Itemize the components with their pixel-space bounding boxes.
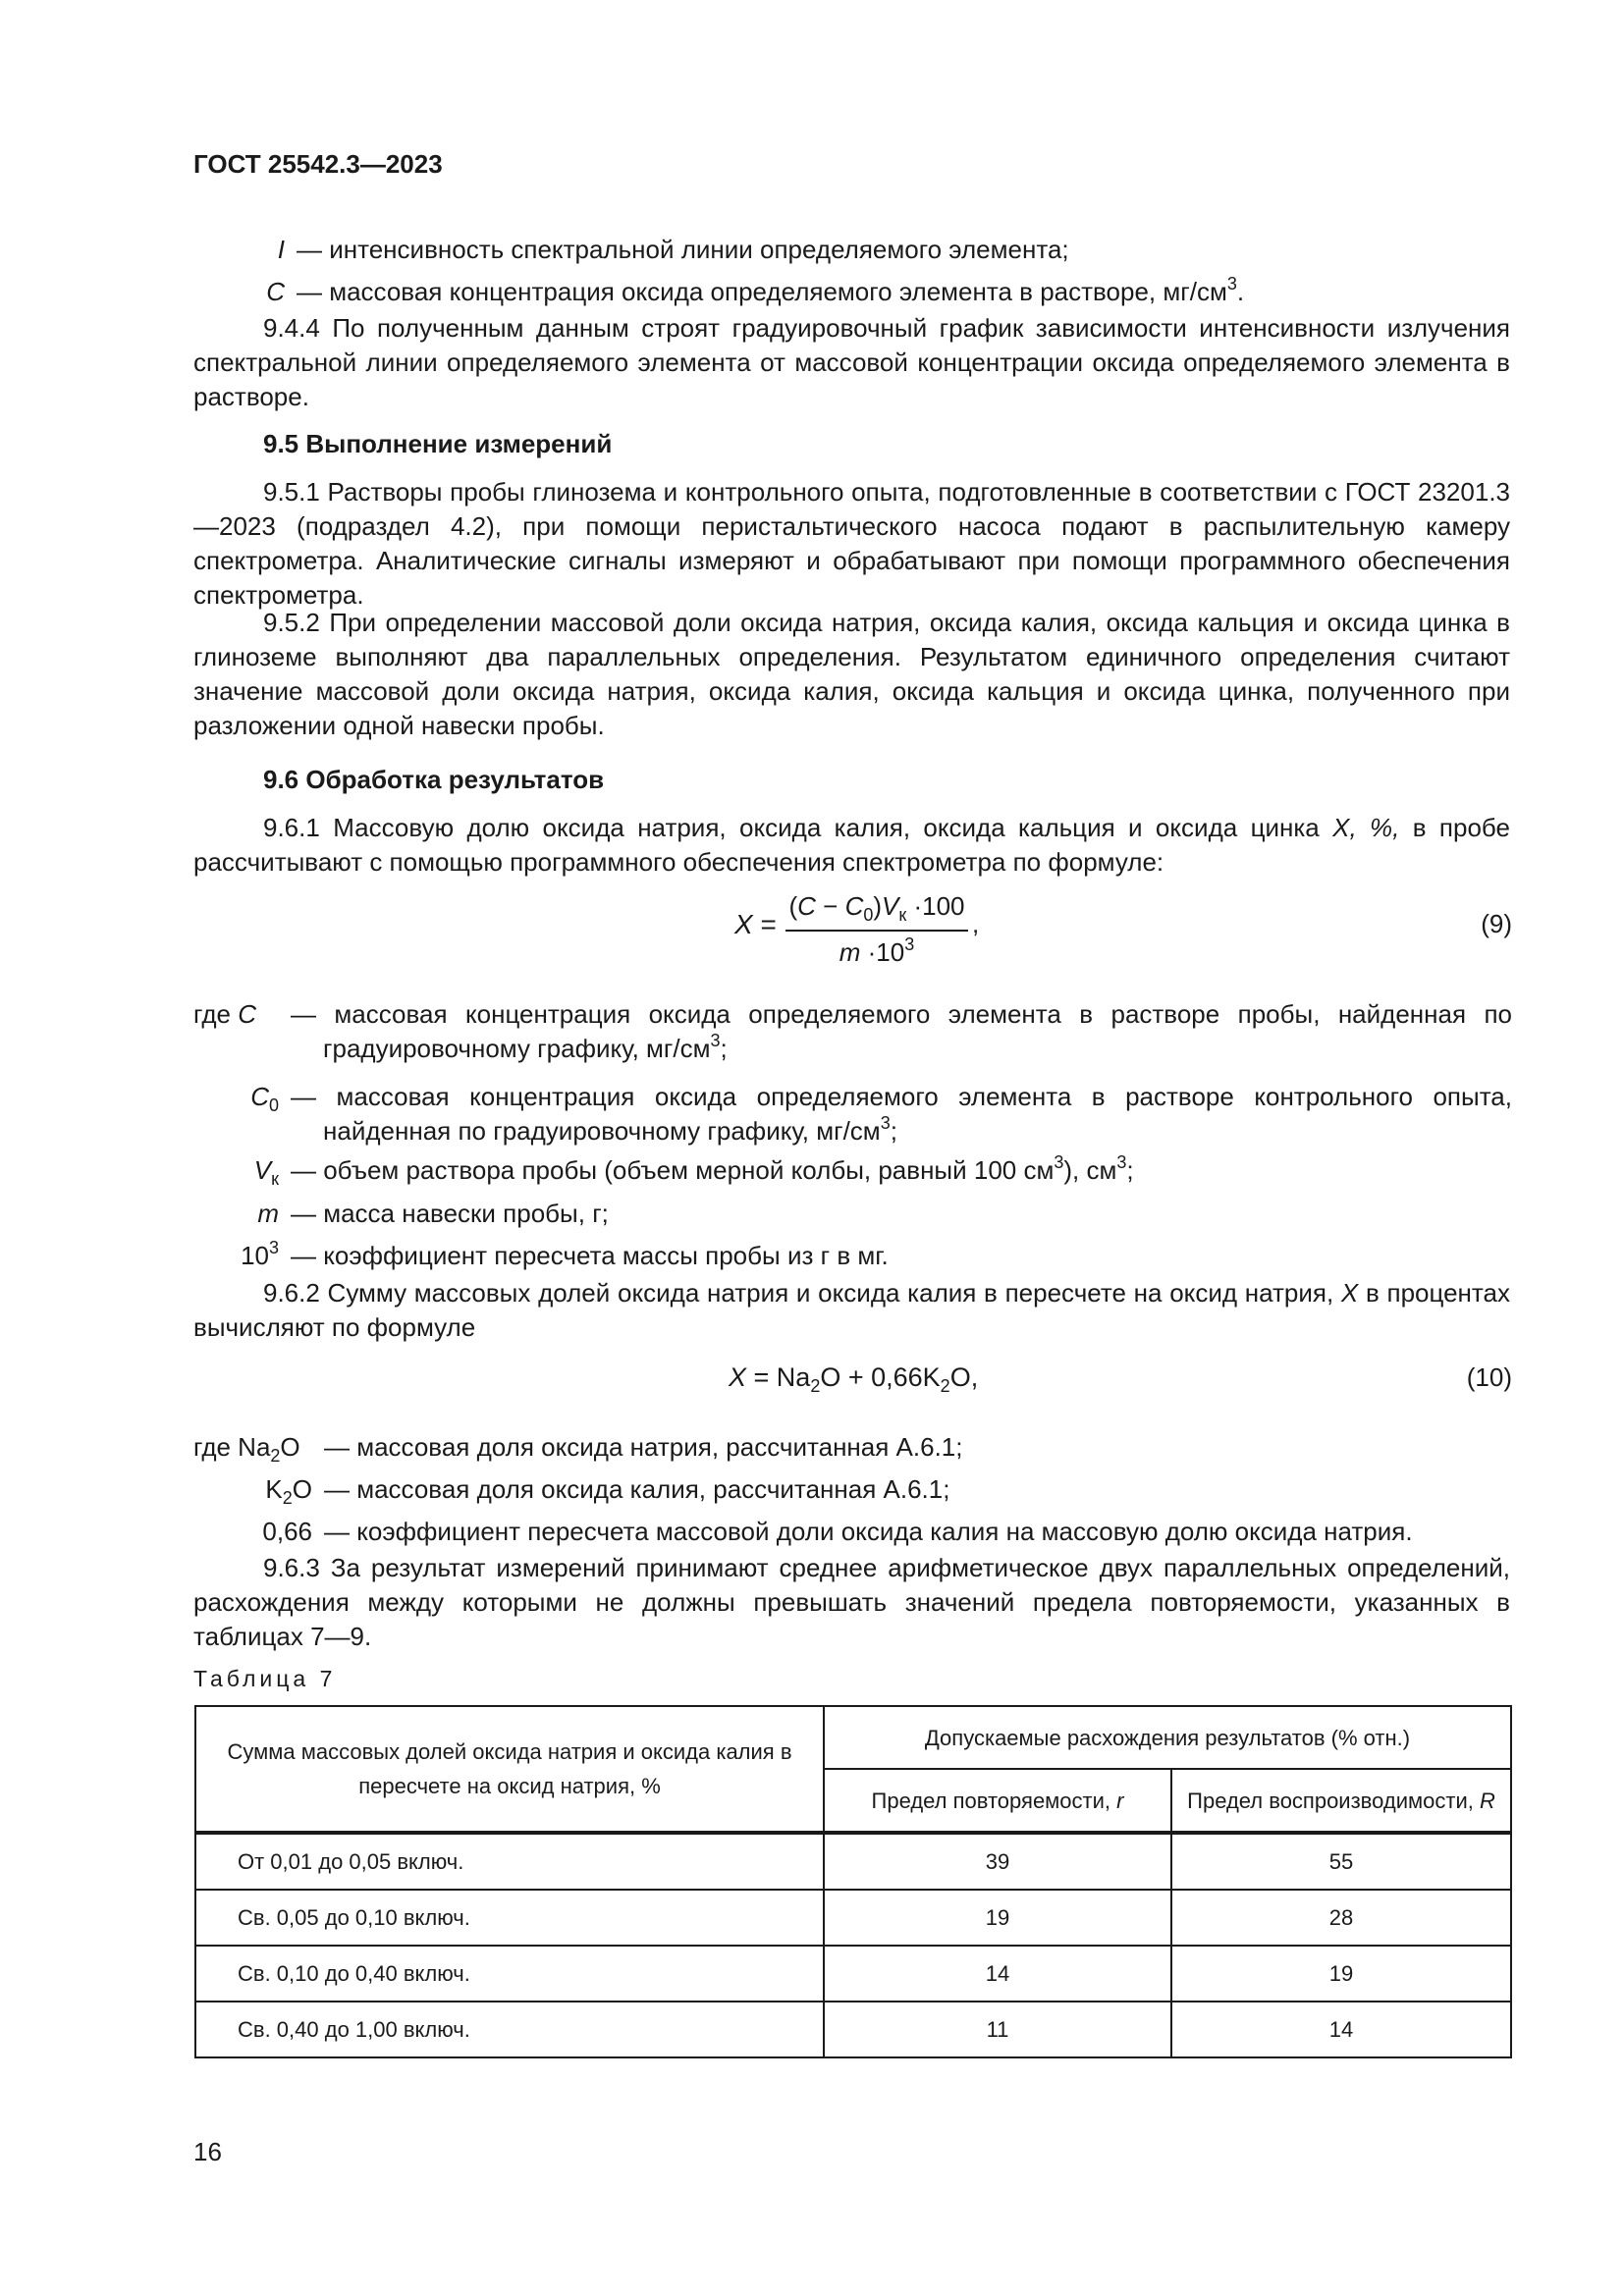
table-cell-R: 19 bbox=[1171, 1946, 1511, 2002]
formula-9-comma: , bbox=[972, 909, 980, 938]
def-vk: $V_к$ — объем раствора пробы (объем мерной колбы, равный 100 $см^3$), $см^3$; bbox=[253, 1152, 1134, 1189]
table-header-sum: Сумма массовых долей оксида натрия и оксида калия в пересчете на оксид натрия, % bbox=[195, 1706, 824, 1833]
formula-9-number: (9) bbox=[1481, 909, 1512, 938]
heading-9-5: 9.5 Выполнение измерений bbox=[263, 429, 613, 458]
table-row bbox=[195, 2002, 1511, 2057]
def-c: — массовая концентрация оксида определяемого элемента в растворе пробы, найденная по градуировочному графику, $мг/см^3$; bbox=[291, 999, 1512, 1063]
table-row bbox=[195, 1833, 1511, 1890]
def-intensity: I — интенсивность спектральной линии определяемого элемента; bbox=[277, 235, 1069, 264]
def-concentration: C — массовая концентрация оксида определяемого элемента в растворе, $мг/см^3$. bbox=[266, 274, 1245, 306]
table-row bbox=[195, 1946, 1511, 2002]
paragraph-9-4-4: 9.4.4 По полученным данным строят градуировочный график зависимости интенсивности излучения спектральной линии определяемого элемента от массовой концентрации оксида определяемого элемента в растворе. bbox=[193, 313, 1510, 411]
where-label-10: где $Na_2O$ bbox=[193, 1432, 300, 1466]
def-na2o: — массовая доля оксида натрия, рассчитанная А.6.1; bbox=[324, 1432, 963, 1462]
table-cell-range: От 0,01 до 0,05 включ. bbox=[195, 1833, 824, 1890]
paragraph-9-5-2: 9.5.2 При определении массовой доли оксида натрия, оксида калия, оксида кальция и оксида цинка в глиноземе выполняют два параллельных определения. Результатом единичного определения считают значение массовой доли оксида натрия, оксида калия, оксида кальция и оксида цинка, полученного при разложении одной навески пробы. bbox=[193, 608, 1510, 740]
table-7 bbox=[194, 1705, 1512, 2058]
def-k2o: $K_2O$ — массовая доля оксида калия, рассчитанная А.6.1; bbox=[265, 1474, 950, 1508]
def-c0: $C_0$ — массовая концентрация оксида определяемого элемента в растворе контрольного опыта, найденная по градуировочному графику, $мг/см^3$; bbox=[250, 1082, 1512, 1146]
table-cell-range: Св. 0,40 до 1,00 включ. bbox=[195, 2002, 824, 2057]
heading-9-6: 9.6 Обработка результатов bbox=[263, 765, 605, 794]
table-header-reproducibility: Предел воспроизводимости, R bbox=[1171, 1769, 1511, 1833]
formula-9-denominator: $m \cdot 10^3$ bbox=[839, 934, 915, 967]
where-label-9: где C bbox=[193, 999, 256, 1029]
formula-10-number: (10) bbox=[1466, 1362, 1512, 1392]
paragraph-9-5-1: 9.5.1 Растворы пробы глинозема и контрольного опыта, подготовленные в соответствии с ГОСТ 23201.3—2023 (подраздел 4.2), при помощи перистальтического насоса подают в распылительную камеру спектрометра. Аналитические сигналы измеряют и обрабатывают при помощи программного обеспечения спектрометра. bbox=[193, 477, 1510, 610]
def-066: 0,66 — коэффициент пересчета массовой доли оксида калия на массовую долю оксида натрия. bbox=[262, 1517, 1413, 1546]
paragraph-9-6-2: 9.6.2 Сумму массовых долей оксида натрия и оксида калия в пересчете на оксид натрия, X в процентах вычисляют по формуле bbox=[193, 1278, 1510, 1342]
table-cell-r: 39 bbox=[824, 1833, 1171, 1890]
paragraph-9-6-1: 9.6.1 Массовую долю оксида натрия, оксида калия, оксида кальция и оксида цинка X, %, в пробе рассчитывают с помощью программного обеспечения спектрометра по формуле: bbox=[193, 813, 1510, 877]
table-cell-R: 14 bbox=[1171, 2002, 1511, 2057]
table-caption: Таблица 7 bbox=[193, 1666, 337, 1691]
table-cell-range: Св. 0,05 до 0,10 включ. bbox=[195, 1890, 824, 1946]
table-header-repeatability: Предел повторяемости, r bbox=[824, 1769, 1171, 1833]
paragraph-9-6-3: 9.6.3 За результат измерений принимают среднее арифметическое двух параллельных определений, расхождения между которыми не должны превышать значений предела повторяемости, указанных в таблицах 7—9. bbox=[193, 1553, 1510, 1651]
def-10-3: $10^3$ — коэффициент пересчета массы пробы из г в мг. bbox=[241, 1238, 889, 1270]
table-cell-r: 19 bbox=[824, 1890, 1171, 1946]
table-cell-R: 55 bbox=[1171, 1833, 1511, 1890]
def-m: m — масса навески пробы, г; bbox=[257, 1199, 609, 1228]
formula-9-lhs: X = bbox=[734, 909, 777, 939]
formula-9-numerator: $(C - C_0)V_к \cdot 100$ bbox=[788, 891, 965, 925]
table-cell-R: 28 bbox=[1171, 1890, 1511, 1946]
formula-10: $X = Na_2O + 0,66K_2O$, bbox=[729, 1362, 979, 1396]
table-header-group: Допускаемые расхождения результатов (% отн.) bbox=[824, 1706, 1511, 1769]
page-number: 16 bbox=[193, 2137, 222, 2166]
table-cell-range: Св. 0,10 до 0,40 включ. bbox=[195, 1946, 824, 2002]
table-row bbox=[195, 1890, 1511, 1946]
formula-9-fraction-bar bbox=[785, 930, 968, 932]
document-header: ГОСТ 25542.3—2023 bbox=[193, 149, 443, 179]
table-cell-r: 14 bbox=[824, 1946, 1171, 2002]
table-cell-r: 11 bbox=[824, 2002, 1171, 2057]
